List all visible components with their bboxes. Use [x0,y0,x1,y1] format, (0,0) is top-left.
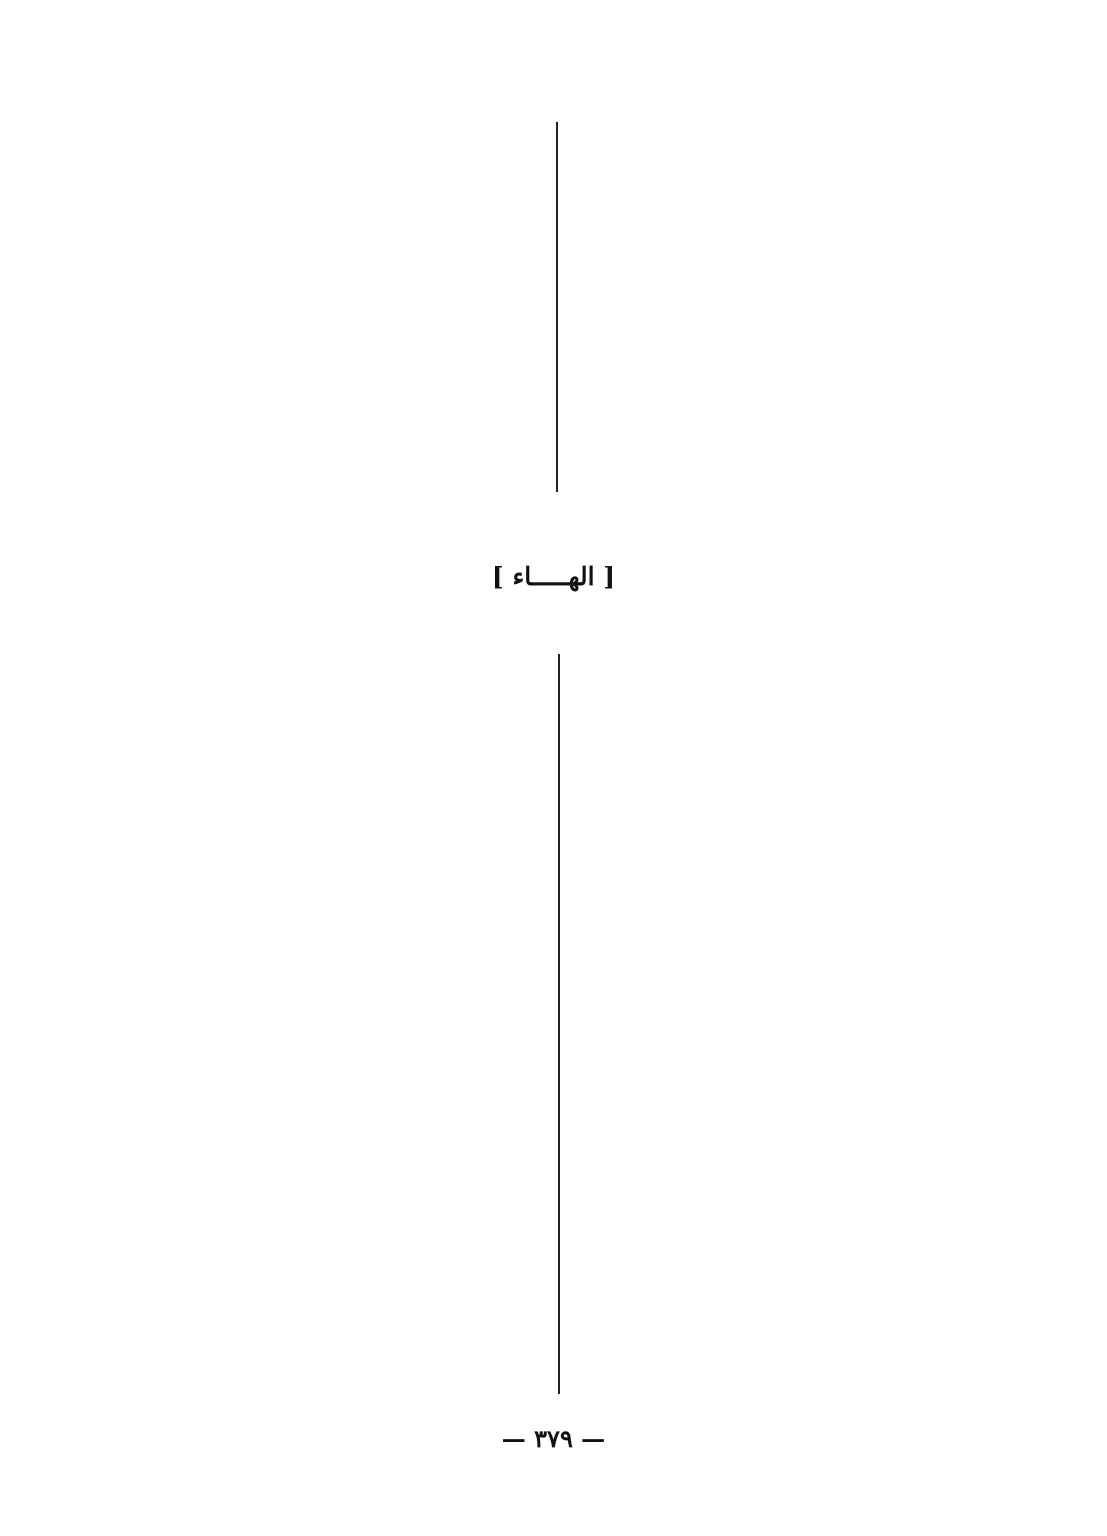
column-divider-top [556,122,558,492]
page-number: — ٣٧٩ — [501,1424,606,1453]
column-divider-bottom [558,654,560,1394]
section-heading: [ الهـــــاء ] [491,562,616,591]
